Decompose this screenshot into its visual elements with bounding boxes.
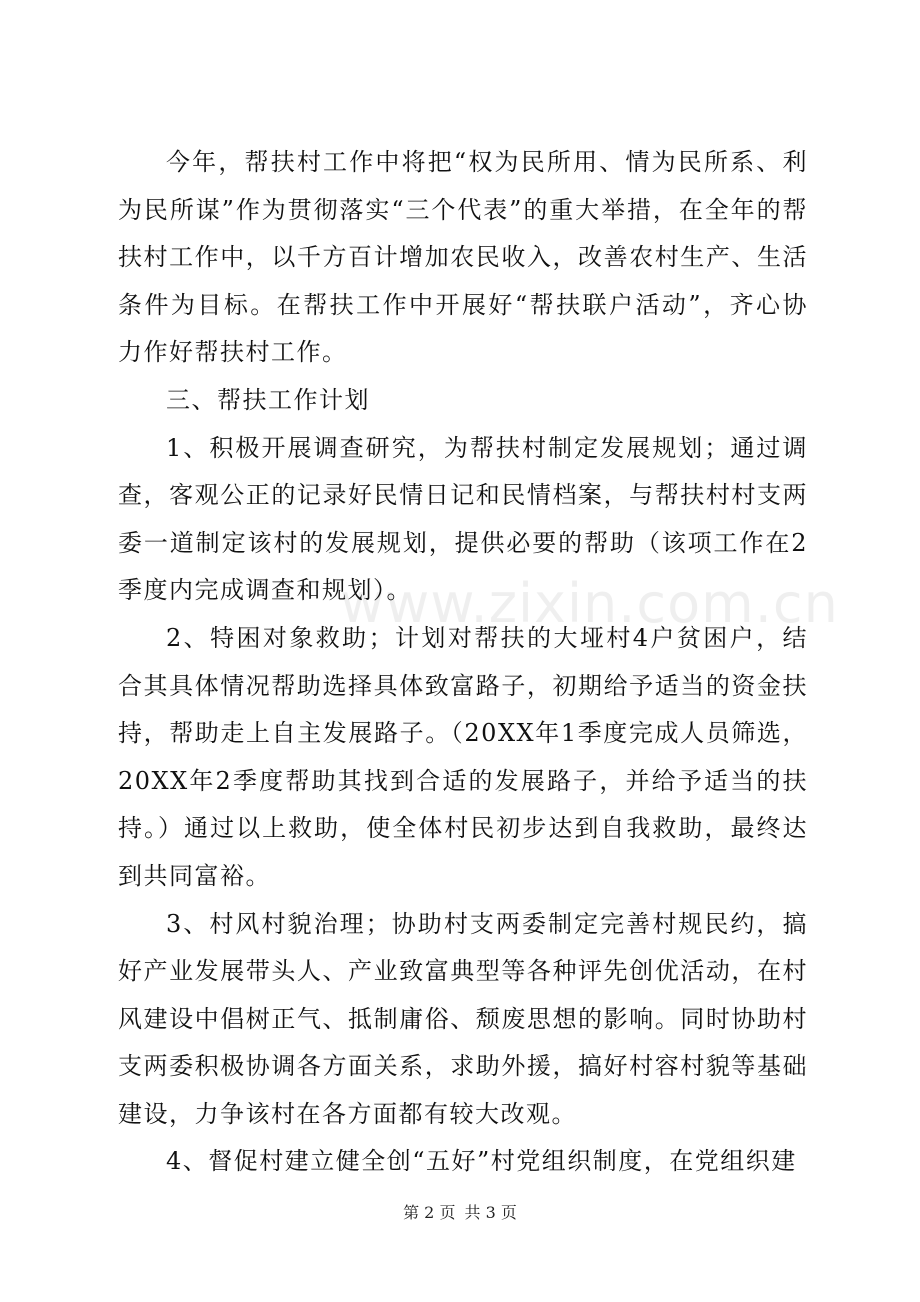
watermark: www.zixin.com.cn (340, 572, 839, 635)
paragraph-item-3: 3、村风村貌治理；协助村支两委制定完善村规民约，搞好产业发展带头人、产业致富典型等各种评先创优活动，在村风建设中倡树正气、抵制庸俗、颓废思想的影响。同时协助村支两委积极协调各方面关系，求助外援，搞好村容村貌等基础建设，力争该村在各方面都有较大改观。 (118, 909, 808, 1128)
document-body (118, 139, 808, 1186)
page-total: 共 3 页 (464, 1203, 517, 1222)
paragraph-intro: 今年，帮扶村工作中将把“权为民所用、情为民所系、利为民所谋”作为贯彻落实“三个代表”的重大举措，在全年的帮扶村工作中，以千方百计增加农民收入，改善农村生产、生活条件为目标。在帮扶工作中开展好“帮扶联户活动”，齐心协力作好帮扶村工作。 (118, 148, 808, 367)
section-heading: 三、帮扶工作计划 (166, 385, 370, 414)
page-footer (0, 1200, 920, 1223)
page-number: 第 2 页 (403, 1203, 456, 1222)
paragraph-item-1: 1、积极开展调查研究，为帮扶村制定发展规划；通过调查，客观公正的记录好民情日记和民情档案，与帮扶村村支两委一道制定该村的发展规划，提供必要的帮助（该项工作在2季度内完成调查和规划）。 (118, 433, 808, 605)
paragraph-item-2: 2、特困对象救助；计划对帮扶的大垭村4户贫困户，结合其具体情况帮助选择具体致富路子，初期给予适当的资金扶持，帮助走上自主发展路子。（20XX年1季度完成人员筛选，20XX年2季度帮助其找到合适的发展路子，并给予适当的扶持。）通过以上救助，使全体村民初步达到自我救助，最终达到共同富裕。 (118, 623, 808, 890)
paragraph-item-4: 4、督促村建立健全创“五好”村党组织制度，在党组织建 (166, 1147, 797, 1176)
